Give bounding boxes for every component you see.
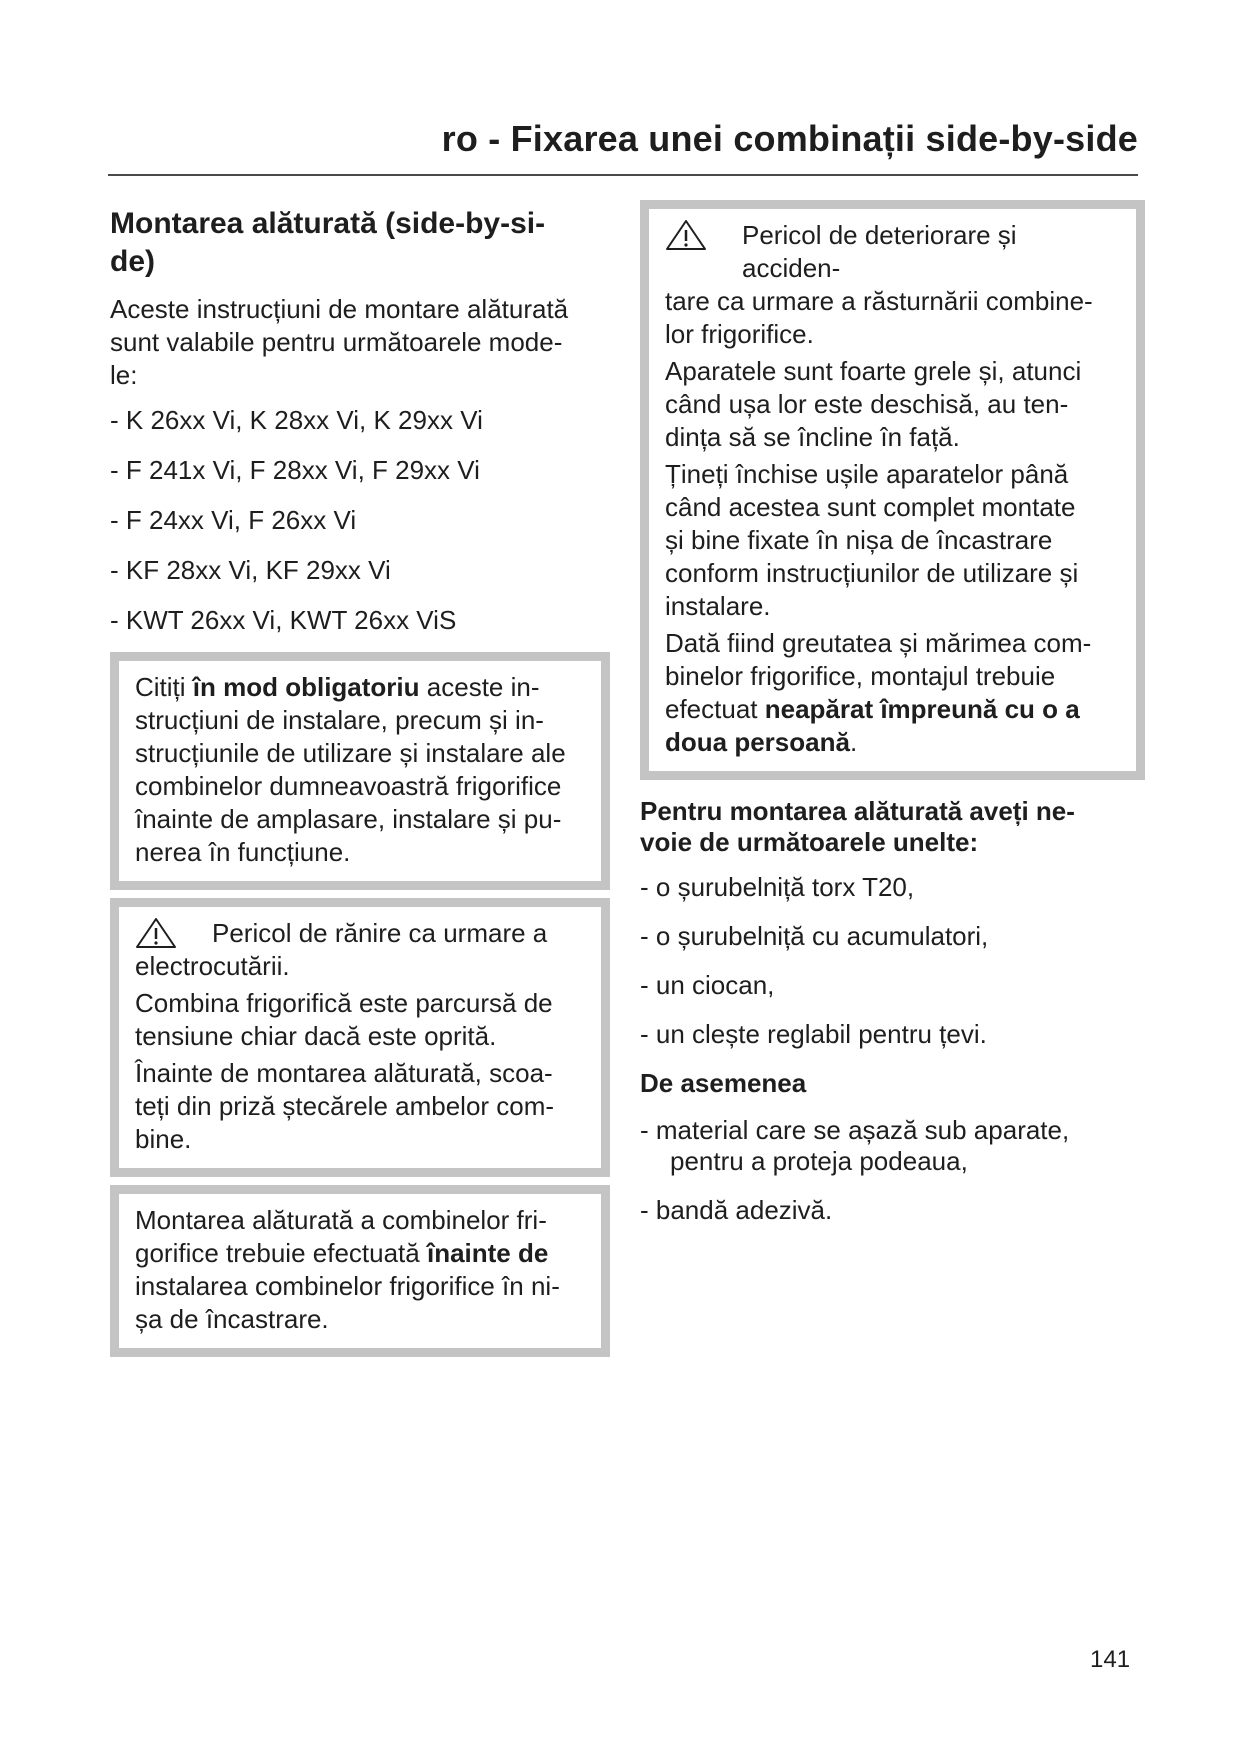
warning-triangle-icon — [135, 917, 177, 949]
box3-text: gorifice trebuie efectuată — [135, 1238, 427, 1268]
rbox-line: dința să se încline în față. — [665, 422, 960, 452]
box1-line: combinelor dumneavoastră frigorifice — [135, 771, 562, 801]
box2-line: tensiune chiar dacă este oprită. — [135, 1021, 497, 1051]
intro-line-3: le: — [110, 360, 138, 390]
left-column — [110, 205, 610, 1357]
also-list — [640, 1115, 1145, 1226]
also-item-line: - material care se așază sub aparate, — [640, 1115, 1070, 1145]
rbox-bold: neapărat împreună cu o a — [764, 694, 1080, 724]
rbox-line: instalare. — [665, 591, 771, 621]
box3-line: Montarea alăturată a combinelor fri- — [135, 1205, 547, 1235]
model-item: - KF 28xx Vi, KF 29xx Vi — [110, 555, 391, 585]
also-heading: De asemenea — [640, 1068, 807, 1098]
box2-line: Combina frigorifică este parcursă de — [135, 988, 553, 1018]
rbox-line: Țineți închise ușile aparatelor până — [665, 459, 1069, 489]
rbox-line: când acestea sunt complet montate — [665, 492, 1076, 522]
box1-text: Citiți — [135, 672, 193, 702]
also-item — [640, 1115, 1145, 1177]
intro-paragraph — [110, 293, 610, 392]
box1-line: nerea în funcțiune. — [135, 837, 351, 867]
rbox-line: binelor frigorifice, montajul trebuie — [665, 661, 1056, 691]
page-header-title: ro - Fixarea unei combinații side-by-side — [441, 118, 1138, 159]
header-divider — [108, 174, 1138, 176]
tools-list — [640, 872, 1145, 1050]
warning-text: tare ca urmare a răsturnării combine- — [665, 286, 1093, 316]
warning-text: Pericol de rănire ca urmare a — [212, 918, 548, 948]
right-column — [640, 200, 1145, 1244]
rbox-text: . — [849, 727, 858, 757]
model-item: - K 26xx Vi, K 28xx Vi, K 29xx Vi — [110, 405, 483, 435]
warning-box-electrocution — [110, 898, 610, 1177]
box3-bold: înainte de — [426, 1238, 549, 1268]
section-title-line-2: de) — [110, 245, 155, 278]
rbox-text: efectuat — [665, 694, 765, 724]
tools-heading-line-2: voie de următoarele unelte: — [640, 827, 979, 857]
tool-item: - o șurubelniță cu acumulatori, — [640, 921, 989, 951]
box2-line: Înainte de montarea alăturată, scoa- — [135, 1058, 553, 1088]
also-item-line: pentru a proteja podeaua, — [670, 1146, 968, 1176]
page-number: 141 — [1090, 1646, 1131, 1673]
rbox-bold: doua persoană — [665, 727, 850, 757]
tool-item: - un ciocan, — [640, 970, 775, 1000]
rbox-line: când ușa lor este deschisă, au ten- — [665, 389, 1069, 419]
rbox-line: și bine fixate în nișa de încastrare — [665, 525, 1053, 555]
tools-heading — [640, 796, 1145, 858]
box2-line: teți din priză ștecărele ambelor com- — [135, 1091, 555, 1121]
box3-line: șa de încastrare. — [135, 1304, 329, 1334]
intro-line-2: sunt valabile pentru următoarele mode- — [110, 327, 563, 357]
warning-box-tipping — [640, 200, 1145, 780]
section-title — [110, 205, 610, 281]
model-item: - KWT 26xx Vi, KWT 26xx ViS — [110, 605, 457, 635]
rbox-line: Aparatele sunt foarte grele și, atunci — [665, 356, 1082, 386]
box1-line: strucțiunile de utilizare și instalare ale — [135, 738, 566, 768]
also-item: - bandă adezivă. — [640, 1195, 833, 1225]
warning-text: electrocutării. — [135, 951, 290, 981]
tool-item: - un clește reglabil pentru țevi. — [640, 1019, 987, 1049]
box1-line: strucțiuni de instalare, precum și in- — [135, 705, 544, 735]
box1-line: înainte de amplasare, instalare și pu- — [135, 804, 562, 834]
tools-heading-line-1: Pentru montarea alăturată aveți ne- — [640, 796, 1075, 826]
rbox-line: Dată fiind greutatea și mărimea com- — [665, 628, 1092, 658]
model-item: - F 24xx Vi, F 26xx Vi — [110, 505, 357, 535]
model-item: - F 241x Vi, F 28xx Vi, F 29xx Vi — [110, 455, 480, 485]
model-list — [110, 404, 610, 637]
box1-bold: în mod obligatoriu — [192, 672, 420, 702]
box3-line: instalarea combinelor frigorifice în ni- — [135, 1271, 560, 1301]
section-title-line-1: Montarea alăturată (side-by-si- — [110, 207, 546, 240]
notice-box-install-order — [110, 1185, 610, 1357]
tool-item: - o șurubelniță torx T20, — [640, 872, 915, 902]
warning-triangle-icon — [665, 219, 707, 251]
rbox-line: conform instrucțiunilor de utilizare și — [665, 558, 1079, 588]
box2-line: bine. — [135, 1124, 192, 1154]
notice-box-read-instructions — [110, 652, 610, 890]
box1-text: aceste in- — [419, 672, 540, 702]
warning-text: lor frigorifice. — [665, 319, 814, 349]
intro-line-1: Aceste instrucțiuni de montare alăturată — [110, 294, 569, 324]
warning-text: Pericol de deteriorare și acciden- — [742, 220, 1017, 283]
